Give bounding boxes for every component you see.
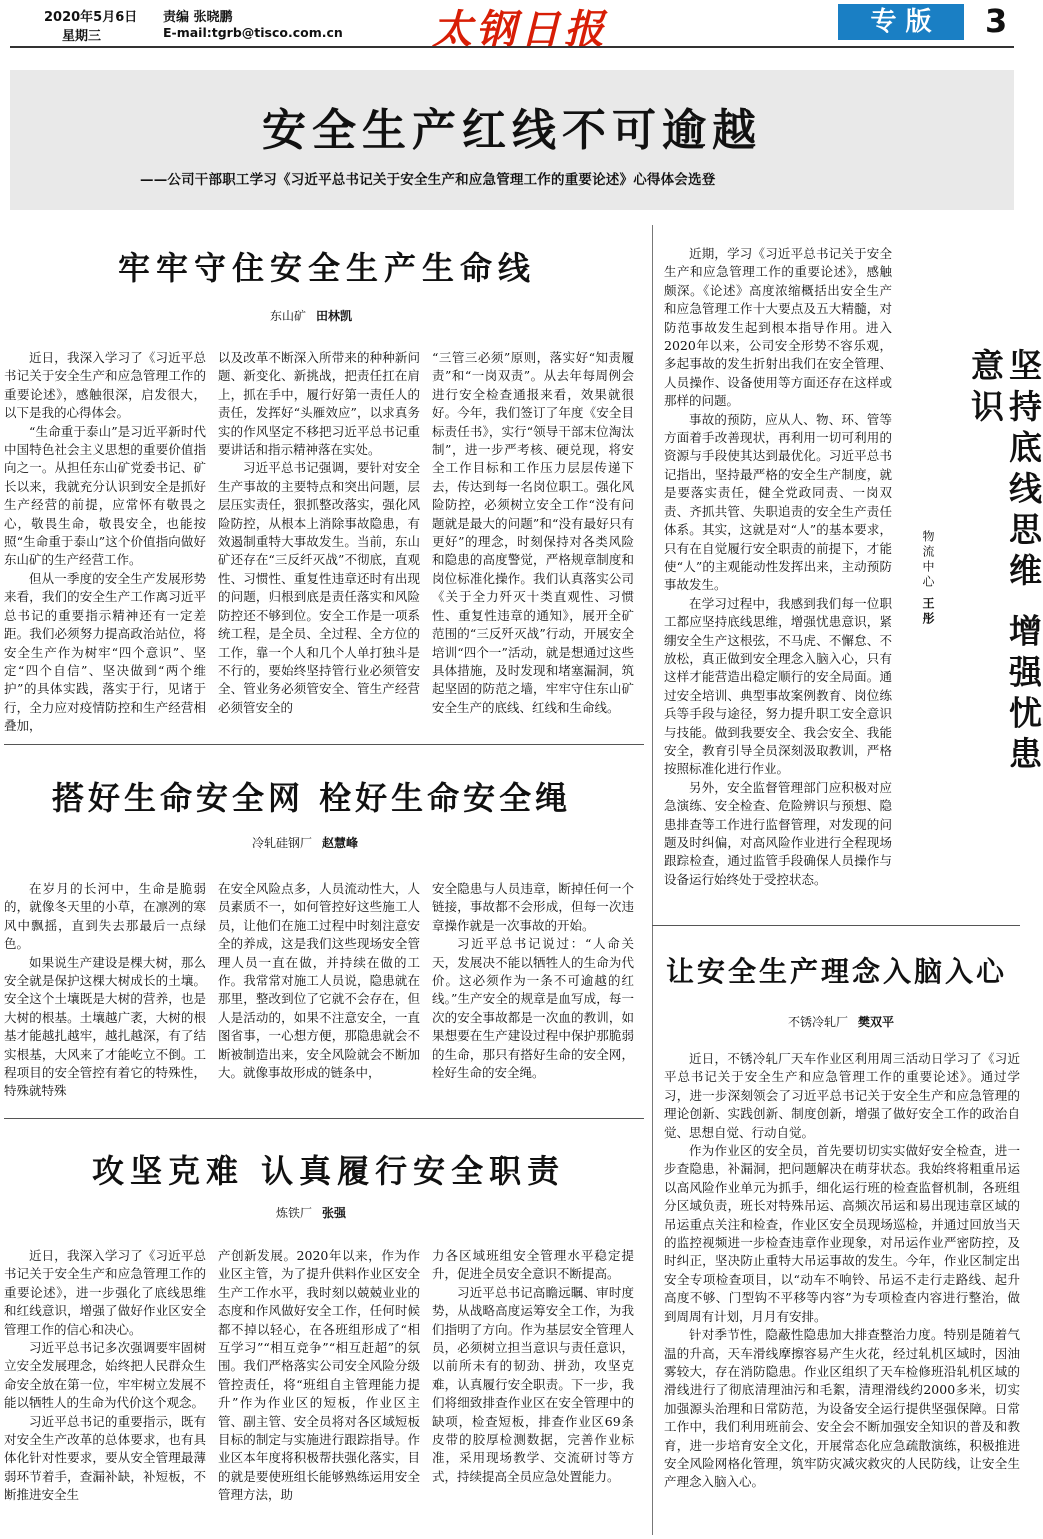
paragraph: 以及改革不断深入所带来的种种新问题、新变化、新挑战，把责任扛在肩上，抓在手中，履行好第一责任人的责任，发挥好“头雁效应”，以求真务实的作风坚定不移把习近平总书记重要讲话和指示精神落在实处。 <box>218 350 420 458</box>
paragraph: 在安全风险点多，人员流动性大，人员素质不一，如何管控好这些施工人员，让他们在施工过程中时刻注意安全的养成，这是我们这些现场安全管理人员一直在做，并持续在做的工作。我常常对施工人员说，隐患就在那里，整改到位了它就不会存在，但人是活动的，如果不注意安全，一直图省事，一心想方便，那隐患就会不断被制造出来，安全风险就会不断加大。就像事故形成的链条中， <box>218 881 420 1081</box>
paragraph: 习近平总书记多次强调要牢固树立安全发展理念，始终把人民群众生命安全放在第一位，牢牢树立发展不能以牺牲人的生命为代价这个观念。 <box>4 1340 206 1411</box>
divider-article-4-5 <box>652 925 1020 926</box>
masthead-rule <box>10 46 1014 48</box>
article-1-column-3 <box>432 349 634 717</box>
paragraph: 事故的预防，应从人、物、环、管等方面着手改善现状，再利用一切可利用的资源与手段使其达到最优化。习近平总书记指出，坚持最严格的安全生产制度，就是要落实责任，健全党政同责、一岗双责、齐抓共管、失职追责的安全生产责任体系。其实，这就是对“人”的基本要求，只有在自觉履行安全职责的前提下，才能使“人”的主观能动性发挥出来，主动预防事故发生。 <box>664 411 892 593</box>
article-3-column-2 <box>218 1247 420 1505</box>
article-2-title: 搭好生命安全网 栓好生命安全绳 <box>52 779 572 817</box>
banner-subhead: ——公司干部职工学习《习近平总书记关于安全生产和应急管理工作的重要论述》心得体会选登 <box>140 172 716 188</box>
paragraph: 如果说生产建设是棵大树，那么安全就是保护这棵大树成长的土壤。安全这个土壤既是大树的营养，也是大树的根基。土壤越广袤，大树的根基才能越扎越牢，越扎越深，有了结实根基，大风来了才能屹立不倒。工程项目的安全管控有着它的特殊性，特殊就特殊 <box>4 954 206 1099</box>
paragraph: 近期，学习《习近平总书记关于安全生产和应急管理工作的重要论述》，感触颇深。《论述》高度浓缩概括出安全生产和应急管理工作十大要点及五大精髓，对防范事故发生起到根本指导作用。进入2020年以来，公司安全形势不容乐观，多起事故的发生折射出我们在安全管理、人员操作、设备使用等方面还存在这样或那样的问题。 <box>664 246 892 409</box>
article-2-unit: 冷轧硅钢厂 <box>252 836 313 850</box>
article-1-title: 牢牢守住安全生产生命线 <box>118 249 537 287</box>
paragraph: 力各区域班组安全管理水平稳定提升，促进全员安全意识不断提高。 <box>432 1248 634 1282</box>
article-3-unit: 炼铁厂 <box>276 1206 313 1220</box>
article-5-title: 让安全生产理念入脑入心 <box>666 955 1008 988</box>
masthead-email: E-mail:tgrb@tisco.com.cn <box>163 25 343 40</box>
article-5-author: 樊双平 <box>858 1015 895 1029</box>
article-1-byline <box>270 307 352 324</box>
article-5-byline <box>788 1013 894 1030</box>
paragraph: 针对季节性，隐蔽性隐患加大排查整治力度。特别是随着气温的升高，天车滑线摩擦容易产生火花，经过轧机区域时，因油雾较大，存在消防隐患。作业区组织了天车检修班沿轧机区域的滑线进行了彻底清理油污和毛絮，清理滑线约2000多米，切实加强源头治理和日常防范，为设备安全运行提供坚强保障。日常工作中，我们利用班前会、安全会不断加强安全知识的普及和教育，进一步培育安全文化，开展常态化应急疏散演练，积极推进安全风险网格化管理，筑牢防灾减灾救灾的人民防线，让安全生产理念入脑入心。 <box>664 1327 1020 1490</box>
paragraph: 产创新发展。2020年以来，作为作业区主管，为了提升供料作业区安全生产工作水平，我时刻以兢兢业业的态度和作风做好安全工作，任何时候都不掉以轻心，在各班组形成了“相互学习”“相互竞争”“相互赶超”的氛围。我们严格落实公司安全风险分级管控责任，将“班组自主管理能力提升”作为作业区的短板，作业区主管、副主管、安全员将对各区域短板目标的制定与实施进行跟踪指导。作业区本年度将积极帮扶强化落实，目的就是要使班组长能够熟练运用安全管理方法，助 <box>218 1248 420 1503</box>
paragraph: 习近平总书记强调，要针对安全生产事故的主要特点和突出问题，层层压实责任，狠抓整改落实，强化风险防控，从根本上消除事故隐患，有效遏制重特大事故发生。当前，东山矿还存在“三反纤灭战”不彻底，直观性、习惯性、重复性违章还时有出现的问题，归根到底是责任落实和风险防控还不够到位。安全工作是一项系统工程，是全员、全过程、全方位的工作，靠一个人和几个人单打独斗是不行的，要始终坚持管行业必须管安全、管业务必须管安全、管生产经营必须管安全的 <box>218 460 420 715</box>
divider-main-right <box>652 225 653 1535</box>
paragraph: 近日，不锈冷轧厂天车作业区利用周三活动日学习了《习近平总书记关于安全生产和应急管理工作的重要论述》。通过学习，进一步深刻领会了习近平总书记关于安全生产和应急管理的理论创新、实践创新、制度创新，增强了做好安全工作的政治自觉、思想自觉、行动自觉。 <box>664 1051 1020 1140</box>
masthead-date: 2020年5月6日 <box>44 10 138 25</box>
paragraph: 习近平总书记的重要指示，既有对安全生产改革的总体要求，也有具体化针对性要求，要从安全管理最薄弱环节着手，查漏补缺，补短板，不断推进安全生 <box>4 1413 206 1503</box>
article-4-byline <box>920 530 937 660</box>
article-2-column-3 <box>432 880 634 1082</box>
article-1-column-1 <box>4 349 206 736</box>
page-number: 3 <box>985 2 1008 40</box>
article-3-byline <box>276 1204 346 1221</box>
article-5-unit: 不锈冷轧厂 <box>788 1015 849 1029</box>
article-1-column-2 <box>218 349 420 717</box>
newspaper-logo: 太钢日报 <box>432 6 608 53</box>
article-2-column-1 <box>4 880 206 1101</box>
paragraph: 作为作业区的安全员，首先要切切实实做好安全检查，进一步查隐患，补漏洞，把问题解决在萌芽状态。我始终将粗重吊运以高风险作业单元为抓手，细化运行班的检查监督机制，各班组分区域负责，班长对特殊吊运、高频次吊运和易出现违章区域的吊运重点关注和检查，作业区安全员现场巡检，并通过回放当天的监控视频进一步检查违章作业现象，对吊运作业严密防控，及时纠正，坚决防止重特大吊运事故的发生。今年，作业区制定出安全专项检查项目，以“动车不响铃、吊运不走行走路线、起升高度不够、门型钩不平移等内容”为专项检查内容进行整治，做到周周有计划，月月有安排。 <box>664 1143 1020 1324</box>
article-2-author: 赵慧峰 <box>322 836 359 850</box>
article-3-author: 张强 <box>322 1206 347 1220</box>
article-4-title: 坚持底线思维 增强忧患意识 <box>966 348 1043 778</box>
masthead-editor: 责编 张晓鹏 <box>163 10 233 25</box>
paragraph: 习近平总书记高瞻远瞩、审时度势，从战略高度运筹安全工作，为我们指明了方向。作为基层安全管理人员，必须树立担当意识与责任意识，以前所未有的韧劲、拼劲，攻坚克难，认真履行安全职责。下一步，我们将细致排查作业区在安全管理中的缺项，检查短板，排查作业区69条皮带的胶厚检测数据，完善作业标准，采用现场教学、交流研讨等方式，持续提高全员应急处置能力。 <box>432 1284 634 1484</box>
article-4-unit: 物流中心 <box>921 530 935 590</box>
banner-headline: 安全生产红线不可逾越 <box>262 105 762 156</box>
paragraph: “三管三必须”原则，落实好“知责履责”和“一岗双责”。从去年每周例会进行安全检查通报来看，效果就很好。今年，我们签订了年度《安全目标责任书》，实行“领导干部末位淘汰制”，进一步严考核、硬兑现，将安全工作目标和工作压力层层传递下去，传达到每一名岗位职工。强化风险防控，必须树立安全工作“没有问题就是最大的问题”和“没有最好只有更好”的理念，时刻保持对各类风险和隐患的高度警觉，严格规章制度和岗位标准化操作。我们认真落实公司《关于全力歼灭十类直观性、习惯性、重复性违章的通知》，展开全矿范围的“三反歼灭战”行动，开展安全培训“四个一”活动，就是想通过这些具体措施，及时发现和堵塞漏洞，筑起坚固的防范之墙，牢牢守住东山矿安全生产的底线、红线和生命线。 <box>432 350 634 715</box>
article-3-column-1 <box>4 1247 206 1505</box>
paragraph: 在岁月的长河中，生命是脆弱的，就像冬天里的小草，在凛冽的寒风中飘摇，直到失去那最后一点绿色。 <box>4 881 206 952</box>
paragraph: 安全隐患与人员违章，断掉任何一个链接，事故都不会形成，但每一次违章操作就是一次事故的开始。 <box>432 881 634 933</box>
article-4-author: 王彤 <box>921 596 935 627</box>
paragraph: 近日，我深入学习了《习近平总书记关于安全生产和应急管理工作的重要论述》，进一步强化了底线思维和红线意识，增强了做好作业区安全管理工作的信心和决心。 <box>4 1248 206 1337</box>
article-4-body <box>664 245 892 889</box>
article-2-byline <box>252 834 358 851</box>
paragraph: 另外，安全监督管理部门应积极对应急演练、安全检查、危险辨识与预想、隐患排查等工作进行监督管理，对发现的问题及时纠偏，对高风险作业进行全程现场跟踪检查，通过监管手段确保人员操作与设备运行始终处于受控状态。 <box>664 779 892 887</box>
article-5-body <box>664 1050 1020 1492</box>
article-3-title: 攻坚克难 认真履行安全职责 <box>92 1152 566 1190</box>
divider-article-2-3 <box>4 1118 644 1119</box>
article-2-column-2 <box>218 880 420 1082</box>
paragraph: 近日，我深入学习了《习近平总书记关于安全生产和应急管理工作的重要论述》，感触很深，启发很大，以下是我的心得体会。 <box>4 350 206 421</box>
paragraph: 习近平总书记说过：“人命关天，发展决不能以牺牲人的生命为代价。这必须作为一条不可逾越的红线。”生产安全的规章是血写成，每一次的安全事故都是一次血的教训，如果想要在生产建设过程中保护那脆弱的生命，那只有搭好生命的安全网，栓好生命的安全绳。 <box>432 936 634 1081</box>
article-1-author: 田林凯 <box>316 309 353 323</box>
article-1-unit: 东山矿 <box>270 309 307 323</box>
article-3-column-3 <box>432 1247 634 1486</box>
paragraph: 在学习过程中，我感到我们每一位职工都应坚持底线思维，增强忧患意识，紧绷安全生产这根弦，不马虎、不懈怠、不放松，真正做到安全理念入脑入心，只有这样才能营造出稳定顺行的安全局面。通过安全培训、典型事故案例教育、岗位练兵等手段与途径，努力提升职工安全意识与技能。做到我要安全、我会安全、我能安全，教育引导全员深刻汲取教训，严格按照标准化进行作业。 <box>664 595 892 777</box>
paragraph: 但从一季度的安全生产发展形势来看，我们的安全生产工作离习近平总书记的重要指示精神还有一定差距。我们必须努力提高政治站位，将安全生产作为树牢“四个意识”、坚定“四个自信”、坚决做到“两个维护”的具体实践，落实于行，见诸于行，全力应对疫情防控和生产经营相叠加， <box>4 570 206 734</box>
paragraph: “生命重于泰山”是习近平新时代中国特色社会主义思想的重要价值指向之一。从担任东山矿党委书记、矿长以来，我就充分认识到安全是抓好生产经营的前提，应常怀有敬畏之心，敬畏生命，敬畏安全，也能按照“生命重于泰山”这个价值指向做好东山矿的生产经营工作。 <box>4 423 206 568</box>
masthead-weekday: 星期三 <box>62 29 102 44</box>
section-label: 专 版 <box>838 4 964 40</box>
divider-article-1-2 <box>4 744 644 745</box>
